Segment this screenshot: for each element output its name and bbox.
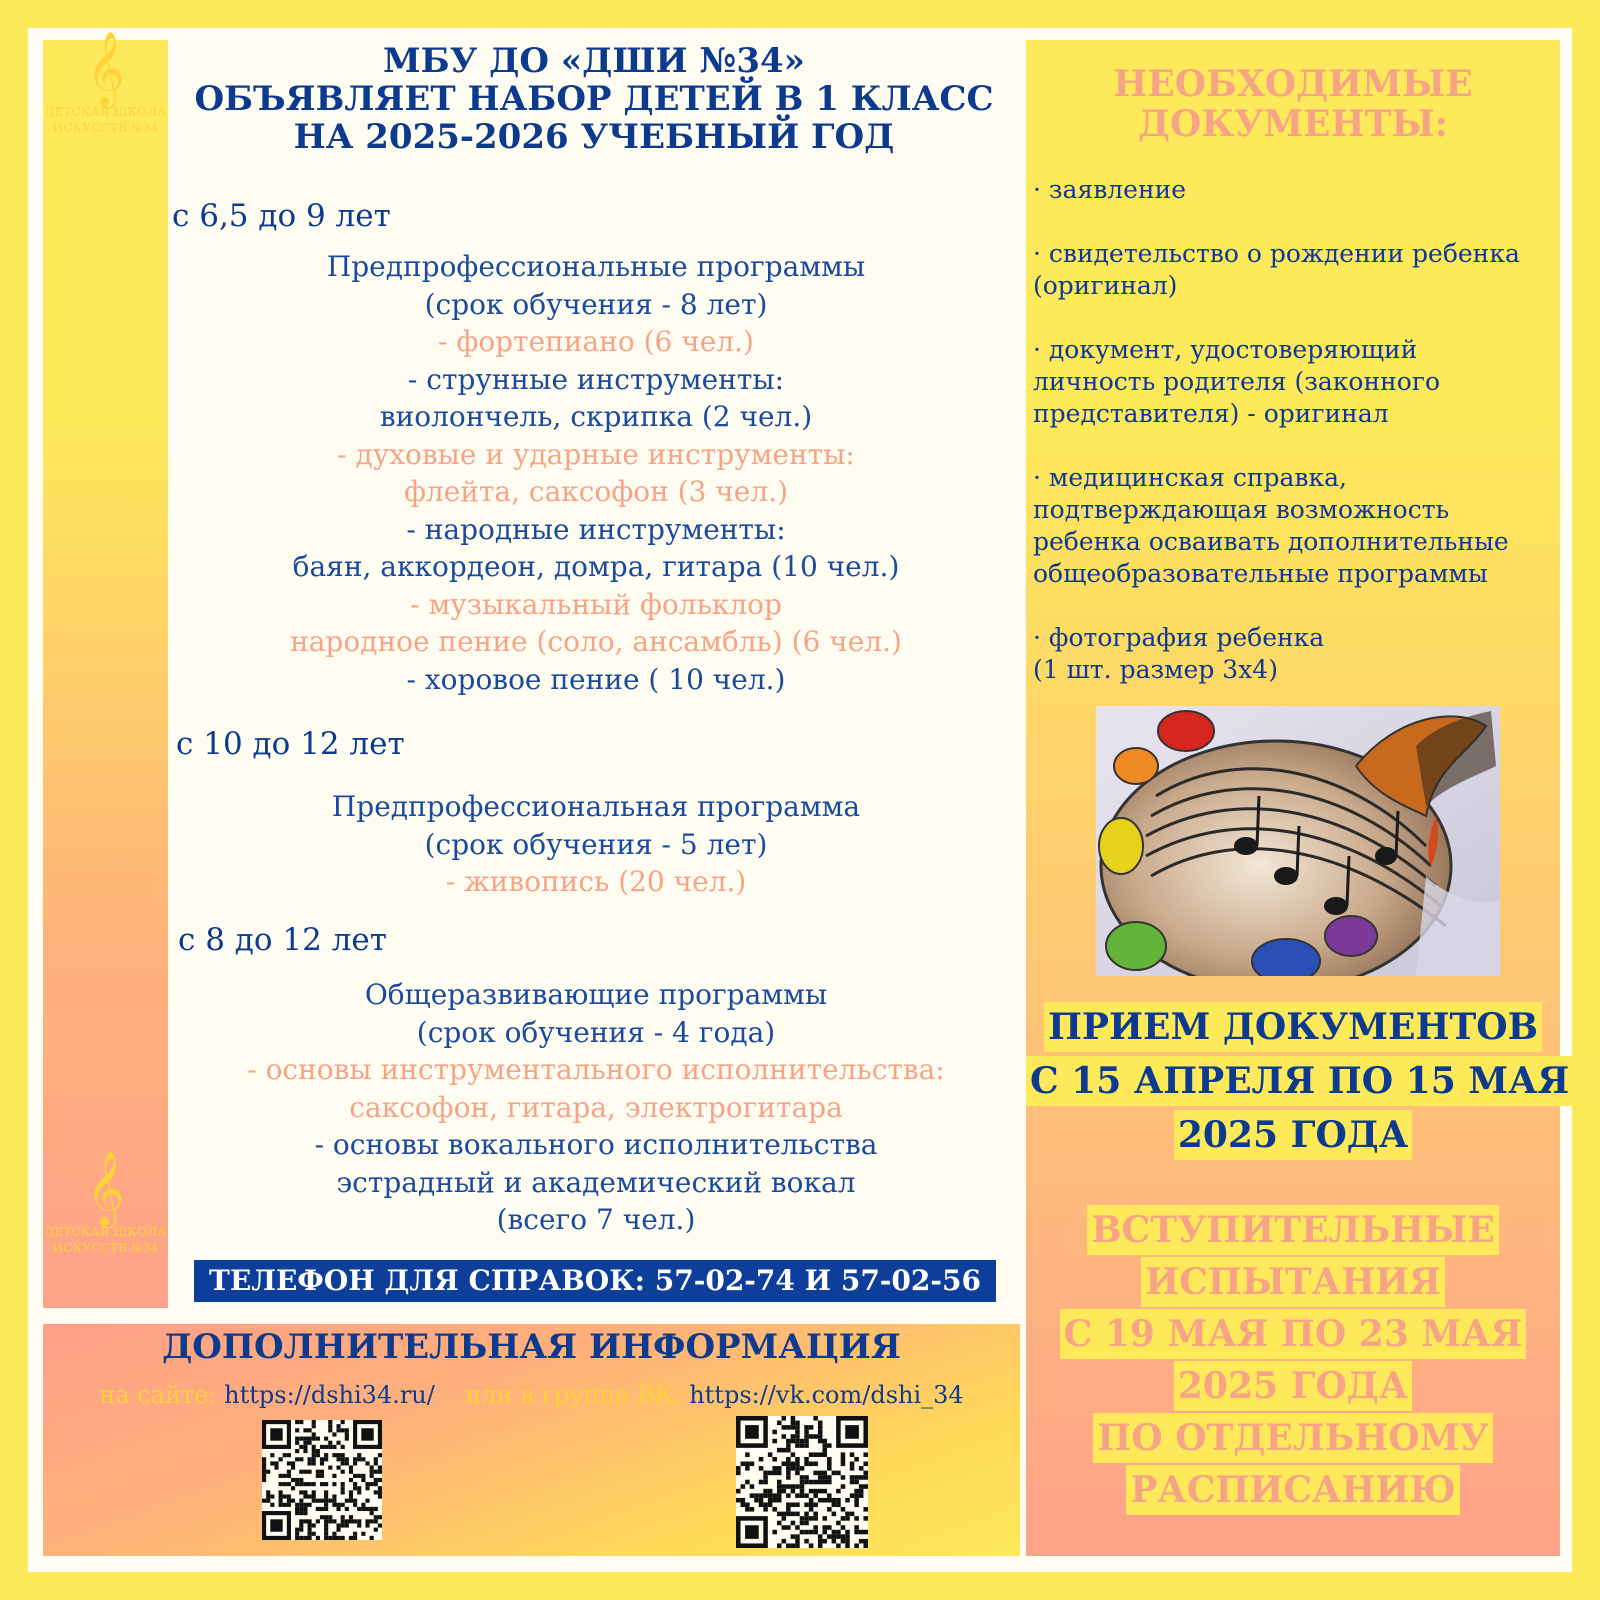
program-line: виолончель, скрипка (2 чел.) bbox=[379, 400, 813, 433]
document-text: (1 шт. размер 3х4) bbox=[1033, 655, 1278, 684]
exams-line1: ВСТУПИТЕЛЬНЫЕ bbox=[1087, 1205, 1499, 1255]
program-line: народное пение (соло, ансамбль) (6 чел.) bbox=[290, 625, 902, 658]
program-line: - хоровое пение ( 10 чел.) bbox=[406, 662, 786, 696]
title-line2: ОБЪЯВЛЯЕТ НАБОР ДЕТЕЙ В 1 КЛАСС bbox=[194, 79, 994, 119]
document-item bbox=[1033, 238, 1563, 302]
exams-line2: ИСПЫТАНИЯ bbox=[1141, 1257, 1445, 1307]
school-logo-top bbox=[43, 34, 168, 136]
program-line: Предпрофессиональная программа bbox=[331, 790, 861, 823]
program-line: (срок обучения - 5 лет) bbox=[424, 827, 768, 861]
exams-line6: РАСПИСАНИЮ bbox=[1126, 1465, 1459, 1515]
program-line: - народные инструменты: bbox=[406, 512, 786, 546]
logo-text-line2: ИСКУССТВ №34 bbox=[52, 121, 159, 135]
logo-text-line1: ДЕТСКАЯ ШКОЛА bbox=[44, 1225, 167, 1239]
program-line: баян, аккордеон, домра, гитара (10 чел.) bbox=[292, 550, 900, 583]
treble-clef-icon: 𝄞 bbox=[86, 1152, 125, 1226]
page-title bbox=[168, 42, 1020, 156]
document-text: общеобразовательные программы bbox=[1033, 559, 1488, 588]
site-label: на сайте: bbox=[99, 1381, 217, 1409]
program-list-3 bbox=[170, 976, 1022, 1239]
program-line: - духовые и ударные инструменты: bbox=[337, 437, 855, 471]
document-text: (оригинал) bbox=[1033, 271, 1178, 300]
documents-list bbox=[1033, 174, 1563, 718]
program-line: (срок обучения - 4 года) bbox=[416, 1015, 776, 1049]
age-range-2: с 10 до 12 лет bbox=[176, 726, 405, 762]
document-text: · медицинская справка, bbox=[1033, 463, 1347, 492]
document-text: · документ, удостоверяющий bbox=[1033, 335, 1418, 364]
program-line: - струнные инструменты: bbox=[407, 362, 785, 396]
document-item bbox=[1033, 334, 1563, 430]
title-line3: НА 2025-2026 УЧЕБНЫЙ ГОД bbox=[293, 117, 895, 157]
treble-clef-icon: 𝄞 bbox=[86, 32, 125, 106]
age-range-3: с 8 до 12 лет bbox=[178, 922, 387, 958]
document-item bbox=[1033, 462, 1563, 590]
document-item bbox=[1033, 622, 1563, 686]
program-list-2 bbox=[170, 788, 1022, 901]
documents-title bbox=[1026, 64, 1560, 144]
exams-line3: С 19 МАЯ ПО 23 МАЯ bbox=[1060, 1309, 1527, 1359]
site-qr-code-icon[interactable] bbox=[262, 1420, 382, 1540]
additional-info-title: ДОПОЛНИТЕЛЬНАЯ ИНФОРМАЦИЯ bbox=[162, 1327, 901, 1367]
vk-label: или в группе ВК: bbox=[465, 1381, 682, 1409]
documents-title-line1: НЕОБХОДИМЫЕ bbox=[1113, 63, 1473, 105]
program-line: Предпрофессиональные программы bbox=[326, 250, 866, 283]
reception-line3: 2025 ГОДА bbox=[1174, 1110, 1412, 1160]
program-list-1 bbox=[170, 248, 1022, 698]
program-line: эстрадный и академический вокал bbox=[336, 1165, 856, 1199]
document-text: подтверждающая возможность bbox=[1033, 495, 1450, 524]
title-line1: МБУ ДО «ДШИ №34» bbox=[383, 41, 805, 81]
vk-link[interactable]: https://vk.com/dshi_34 bbox=[689, 1381, 964, 1409]
program-line: флейта, саксофон (3 чел.) bbox=[403, 475, 788, 508]
logo-text-line1: ДЕТСКАЯ ШКОЛА bbox=[44, 105, 167, 119]
site-link[interactable]: https://dshi34.ru/ bbox=[224, 1381, 435, 1409]
program-line: (срок обучения - 8 лет) bbox=[424, 287, 768, 321]
document-text: · фотография ребенка bbox=[1033, 623, 1325, 652]
document-text: личность родителя (законного bbox=[1033, 367, 1441, 396]
school-logo-bottom bbox=[43, 1154, 168, 1256]
program-line: - основы вокального исполнительства bbox=[314, 1128, 878, 1161]
documents-title-line2: ДОКУМЕНТЫ: bbox=[1138, 103, 1448, 145]
document-text: представителя) - оригинал bbox=[1033, 399, 1389, 428]
program-line: (всего 7 чел.) bbox=[496, 1203, 696, 1236]
additional-info-links bbox=[43, 1378, 1020, 1412]
exams-line4: 2025 ГОДА bbox=[1174, 1361, 1412, 1411]
reception-line1: ПРИЕМ ДОКУМЕНТОВ bbox=[1044, 1002, 1542, 1052]
left-decor-strip bbox=[43, 40, 168, 1308]
reception-line2: С 15 АПРЕЛЯ ПО 15 МАЯ bbox=[1026, 1056, 1573, 1106]
entrance-exams bbox=[1026, 1204, 1560, 1516]
program-line: Общеразвивающие программы bbox=[364, 978, 828, 1011]
reception-dates bbox=[1026, 1000, 1570, 1162]
document-text: · заявление bbox=[1033, 175, 1187, 204]
program-line: - музыкальный фольклор bbox=[410, 587, 782, 621]
stained-glass-music-image bbox=[1096, 706, 1500, 976]
logo-text-line2: ИСКУССТВ №34 bbox=[52, 1241, 159, 1255]
age-range-1: с 6,5 до 9 лет bbox=[172, 198, 391, 234]
exams-line5: ПО ОТДЕЛЬНОМУ bbox=[1093, 1413, 1492, 1463]
program-line: - живопись (20 чел.) bbox=[445, 865, 747, 898]
document-text: ребенка осваивать дополнительные bbox=[1033, 527, 1509, 556]
phone-banner: ТЕЛЕФОН ДЛЯ СПРАВОК: 57-02-74 И 57-02-56 bbox=[194, 1260, 996, 1302]
program-line: саксофон, гитара, электрогитара bbox=[349, 1090, 843, 1124]
program-line: - фортепиано (6 чел.) bbox=[438, 325, 754, 358]
program-line: - основы инструментального исполнительства: bbox=[247, 1053, 945, 1086]
vk-qr-code-icon[interactable] bbox=[736, 1416, 868, 1548]
document-item bbox=[1033, 174, 1563, 206]
document-text: · свидетельство о рождении ребенка bbox=[1033, 239, 1520, 268]
